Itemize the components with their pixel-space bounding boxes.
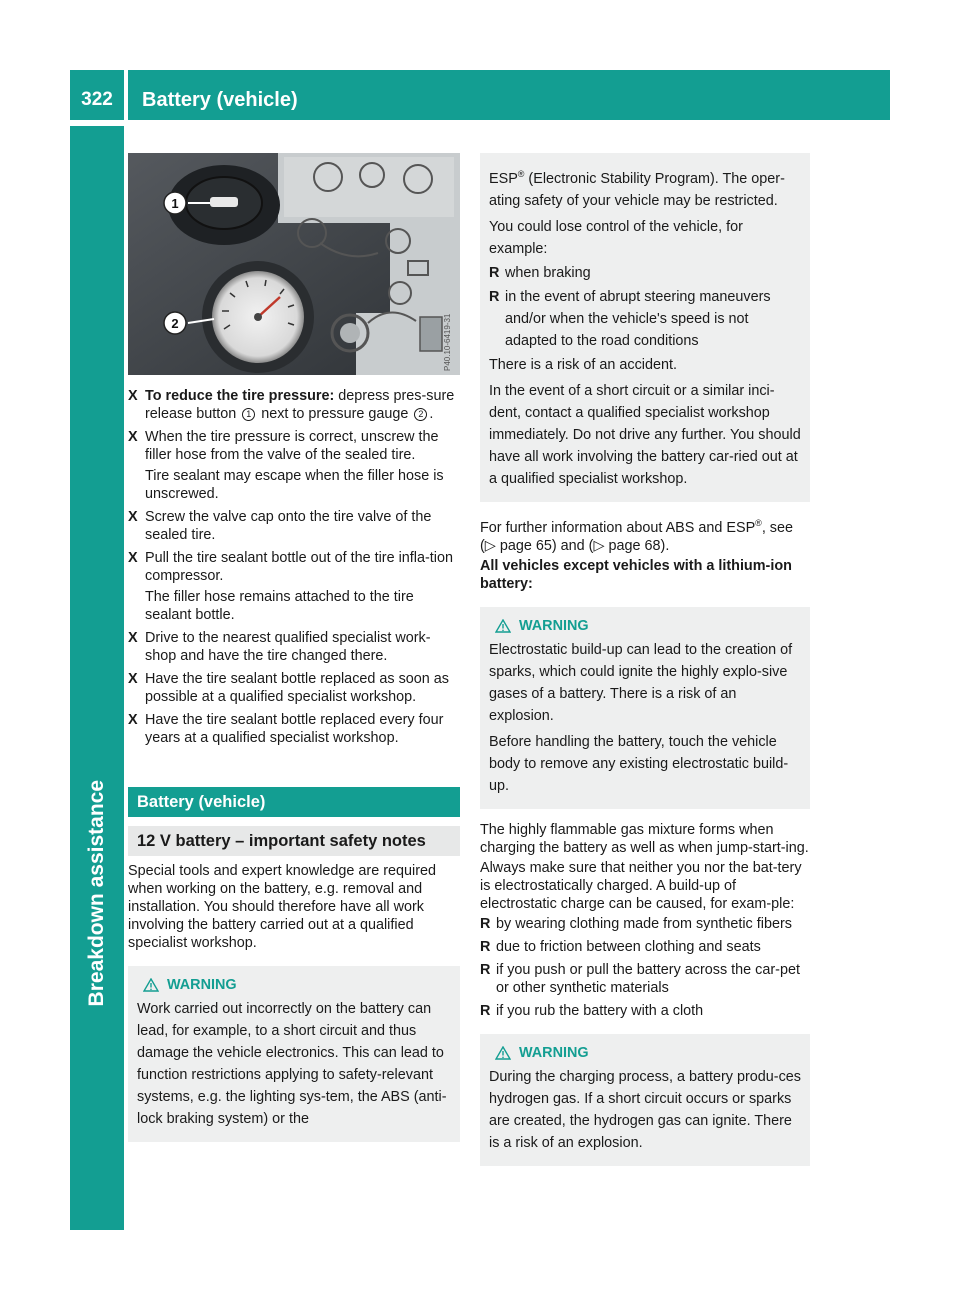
warning-title xyxy=(489,1044,801,1062)
section-title: Battery (vehicle) xyxy=(128,787,460,817)
page-header-title: Battery (vehicle) xyxy=(128,70,890,120)
right-column xyxy=(480,153,810,1178)
figure-code: P40.10-6419-31 xyxy=(443,313,452,371)
subsection-title: 12 V battery – important safety notes xyxy=(128,826,460,856)
warning-cont-bullets xyxy=(489,262,801,352)
registered-mark: ® xyxy=(517,169,525,179)
bullet-marker: R xyxy=(480,915,491,932)
warning-title xyxy=(489,617,801,635)
warning-title xyxy=(137,976,451,994)
step-unscrew-hose xyxy=(128,428,460,503)
list-item-text: by wearing clothing made from synthetic fibers xyxy=(496,915,792,932)
side-tab-label-wrap xyxy=(70,126,124,1006)
warning-triangle-icon xyxy=(495,619,511,633)
vehicle-applicability-heading: All vehicles except vehicles with a lithium-ion battery: xyxy=(480,557,792,592)
step-marker: X xyxy=(128,388,138,404)
warning-triangle-icon xyxy=(495,1046,511,1060)
step-3-text: Screw the valve cap onto the tire valve of the sealed tire. xyxy=(145,509,432,543)
side-tab-label: Breakdown assistance xyxy=(85,779,108,1006)
registered-mark: ® xyxy=(755,517,762,528)
warning-box-2 xyxy=(480,607,810,809)
step-valve-cap xyxy=(128,508,460,544)
further-info-a: For further information about ABS and ESP xyxy=(480,519,756,536)
step-2-note: Tire sealant may escape when the filler hose is unscrewed. xyxy=(145,468,444,502)
warning-cont-p1-b: (Electronic Stability Program). The oper-ating safety of your vehicle may be restricted. xyxy=(489,170,785,209)
compressor-illustration xyxy=(128,153,460,375)
left-column xyxy=(128,153,460,1154)
warning-cont-p2: You could lose control of the vehicle, for example: xyxy=(489,218,743,257)
warning-3-text: During the charging process, a battery produ-ces hydrogen gas. If a short circuit occurs or sparks are created, the hydrogen gas can ignite. There is a risk of an explosion. xyxy=(489,1068,801,1151)
step-drive-workshop xyxy=(128,629,460,665)
list-item xyxy=(480,915,810,933)
warning-title-text: WARNING xyxy=(519,1044,589,1061)
step-6-text: Have the tire sealant bottle replaced as soon as possible at a qualified specialist workshop. xyxy=(145,671,449,705)
warning-2-p1: Electrostatic build-up can lead to the creation of sparks, which could ignite the highly explo-sive gases of a battery. There is a risk of an explosion. xyxy=(489,641,793,724)
step-marker: X xyxy=(128,712,138,728)
list-item xyxy=(480,938,810,956)
warning-1-text: Work carried out incorrectly on the battery can lead, for example, to a short circuit and thus damage the vehicle electronics. This can lead to function restrictions applying to safety-relevant systems, e.g. the lighting sys-tem, the ABS (anti-lock braking system) or the xyxy=(137,1001,447,1127)
list-item-text: in the event of abrupt steering maneuvers and/or when the vehicle's speed is not adapted to the road conditions xyxy=(505,288,771,349)
inline-callout-2: 2 xyxy=(414,408,427,421)
warning-box-1 xyxy=(128,966,460,1142)
step-replace-every-four-years xyxy=(128,711,460,747)
warning-cont-p1-a: ESP xyxy=(489,170,518,187)
further-info xyxy=(480,514,810,555)
figure-callout-2: 2 xyxy=(171,316,179,331)
list-item xyxy=(489,286,801,352)
bullet-marker: R xyxy=(489,288,500,305)
warning-cont-p3: There is a risk of an accident. xyxy=(489,356,677,373)
step-4-text: Pull the tire sealant bottle out of the tire infla-tion compressor. xyxy=(145,550,453,584)
flammable-gas-paragraph: The highly flammable gas mixture forms when charging the battery as well as when jump-start-ing. xyxy=(480,821,809,856)
inline-callout-1: 1 xyxy=(242,408,255,421)
warning-cont-p4: In the event of a short circuit or a similar inci-dent, contact a qualified specialist workshop immediately. Do not drive any further. You should have all work involving the battery car-ried out at a qualified specialist workshop. xyxy=(489,382,801,487)
warning-box-3 xyxy=(480,1034,810,1166)
list-item-text: if you rub the battery with a cloth xyxy=(496,1002,704,1019)
step-marker: X xyxy=(128,671,138,687)
bullet-marker: R xyxy=(480,938,491,955)
step-7-text: Have the tire sealant bottle replaced every four years at a qualified specialist workshop. xyxy=(145,712,444,746)
step-reduce-pressure xyxy=(128,387,460,423)
list-item-text: when braking xyxy=(505,264,591,281)
intro-paragraph: Special tools and expert knowledge are required when working on the battery, e.g. removal and installation. You should therefore have all work involving the battery carried out at a qualified specialist workshop. xyxy=(128,863,436,951)
list-item-text: due to friction between clothing and seats xyxy=(496,938,761,955)
list-item xyxy=(489,262,801,284)
step-1-bold: To reduce the tire pressure: xyxy=(145,388,335,404)
step-1-text-b: next to pressure gauge xyxy=(257,406,413,422)
bullet-marker: R xyxy=(489,264,500,281)
step-marker: X xyxy=(128,550,138,566)
warning-box-1-continued xyxy=(480,153,810,502)
step-marker: X xyxy=(128,429,138,445)
figure-callout-1: 1 xyxy=(171,196,179,211)
step-replace-bottle xyxy=(128,670,460,706)
step-5-text: Drive to the nearest qualified specialist work-shop and have the tire changed there. xyxy=(145,630,431,664)
warning-2-p2: Before handling the battery, touch the vehicle body to remove any existing electrostatic build-up. xyxy=(489,733,789,794)
step-4-note: The filler hose remains attached to the tire sealant bottle. xyxy=(145,589,414,623)
warning-title-text: WARNING xyxy=(167,977,237,993)
page-number: 322 xyxy=(70,70,124,120)
step-pull-bottle xyxy=(128,549,460,624)
bullet-marker: R xyxy=(480,1002,491,1019)
list-item xyxy=(480,1002,810,1020)
step-1-text-a: depress pres-sure release button xyxy=(145,388,455,422)
warning-triangle-icon xyxy=(143,978,159,992)
bullet-marker: R xyxy=(480,961,491,978)
electrostatic-causes-list xyxy=(480,915,810,1020)
list-item-text: if you push or pull the battery across the car-pet or other synthetic materials xyxy=(496,961,800,996)
tire-inflation-compressor-figure xyxy=(128,153,460,375)
step-1-text-c: . xyxy=(429,406,434,422)
warning-title-text: WARNING xyxy=(519,617,589,634)
electrostatic-paragraph: Always make sure that neither you nor the bat-tery is electrostatically charged. A build-up of electrostatic charge can be caused, for exam-ple: xyxy=(480,859,802,912)
step-marker: X xyxy=(128,630,138,646)
further-info-b: , see (▷ page 65) and (▷ page 68). xyxy=(480,519,794,554)
step-2-text: When the tire pressure is correct, unscrew the filler hose from the valve of the sealed tire. xyxy=(145,429,439,463)
list-item xyxy=(480,961,810,997)
step-marker: X xyxy=(128,509,138,525)
